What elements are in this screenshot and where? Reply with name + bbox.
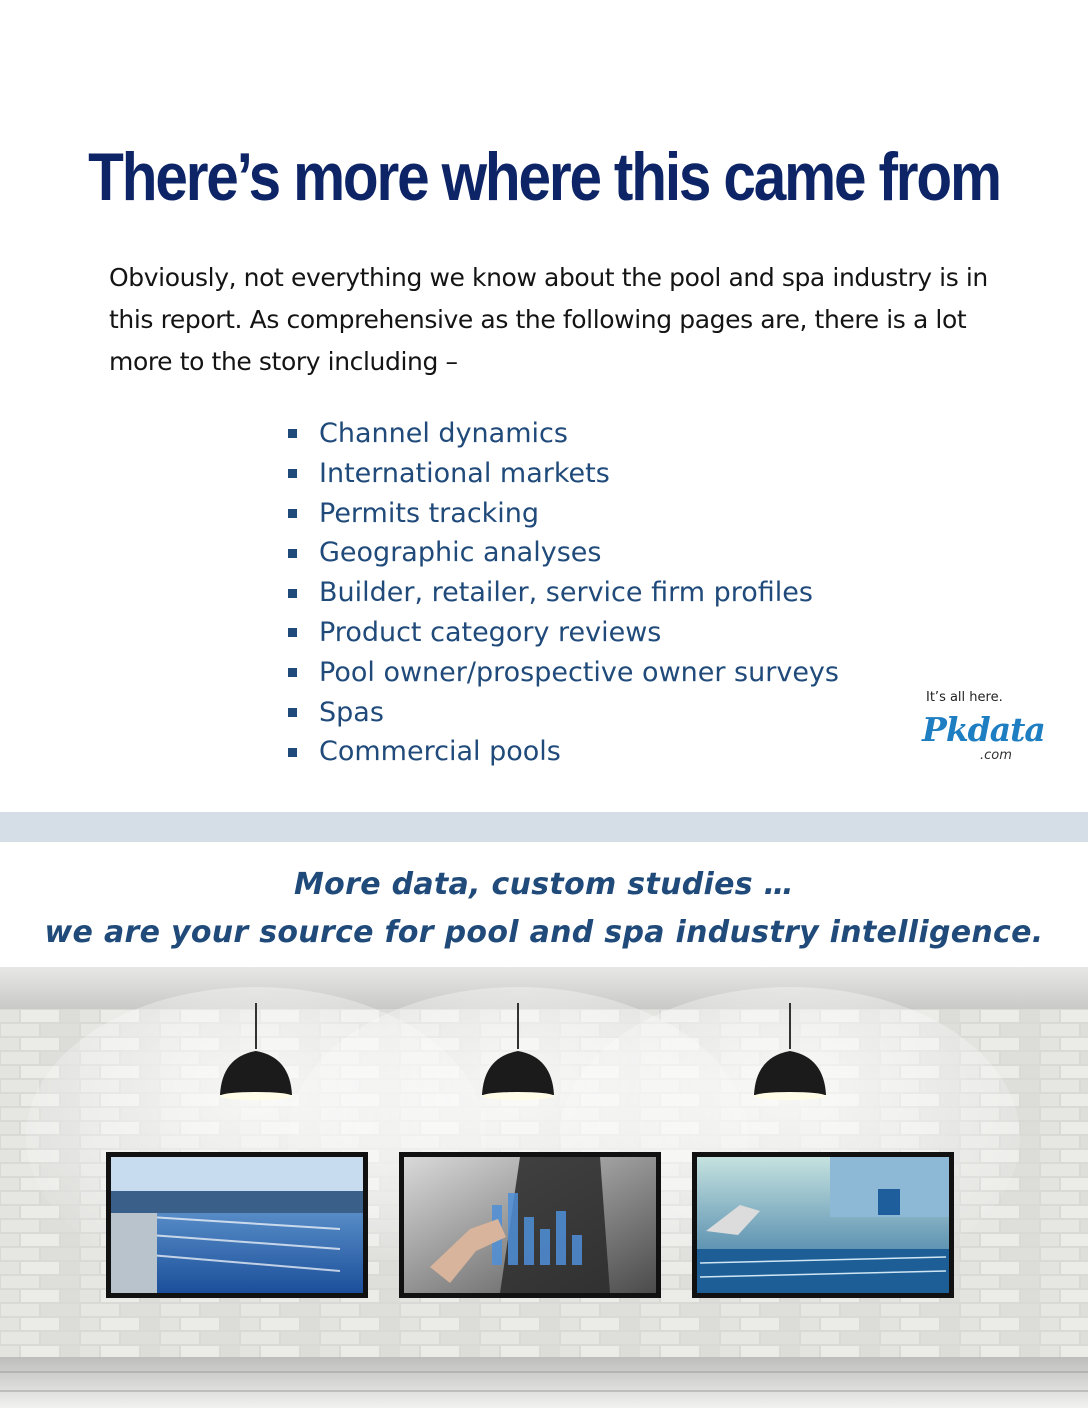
callout-line-2: we are your source for pool and spa industry intelligence.: [44, 915, 1044, 950]
intro-paragraph: Obviously, not everything we know about the pool and spa industry is in this report. As comprehensive as the following pages are, there is a lot more to the story including –: [109, 263, 988, 376]
bullet-icon: [288, 549, 297, 558]
bullet-icon: [288, 589, 297, 598]
list-item: [286, 653, 839, 693]
callout-line-1: More data, custom studies …: [294, 867, 794, 902]
logo-tagline: It’s all here.: [926, 690, 1003, 705]
bullet-icon: [288, 748, 297, 757]
logo-brand: Pkdata: [922, 710, 1045, 749]
list-item: [286, 533, 839, 573]
list-item-label: Permits tracking: [319, 497, 540, 529]
list-item-label: Channel dynamics: [319, 418, 568, 449]
pkdata-logo[interactable]: [918, 690, 1045, 770]
bullet-icon: [288, 469, 297, 478]
list-item: [286, 732, 839, 772]
list-item-label: Commercial pools: [319, 736, 561, 768]
bullet-icon: [288, 668, 297, 677]
list-item: [286, 613, 839, 653]
list-item-label: Spas: [319, 696, 384, 728]
gallery-scene-image: [0, 967, 1088, 1408]
page-title: There’s more where this came from: [88, 139, 1000, 215]
list-item: [286, 494, 839, 534]
gallery-illustration: [0, 967, 1088, 1408]
list-item: [286, 414, 839, 454]
list-item-label: Geographic analyses: [319, 537, 602, 569]
list-item-label: Builder, retailer, service firm profiles: [319, 577, 813, 609]
list-item: [286, 454, 839, 494]
list-item-label: International markets: [319, 457, 610, 489]
list-item: [286, 573, 839, 613]
topics-list: [286, 414, 839, 772]
logo-domain: .com: [980, 748, 1012, 763]
bullet-icon: [288, 429, 297, 438]
divider-band: [0, 812, 1088, 842]
list-item: [286, 693, 839, 733]
bullet-icon: [288, 509, 297, 518]
bullet-icon: [288, 708, 297, 717]
bullet-icon: [288, 628, 297, 637]
list-item-label: Pool owner/prospective owner surveys: [319, 656, 839, 688]
list-item-label: Product category reviews: [319, 616, 662, 648]
